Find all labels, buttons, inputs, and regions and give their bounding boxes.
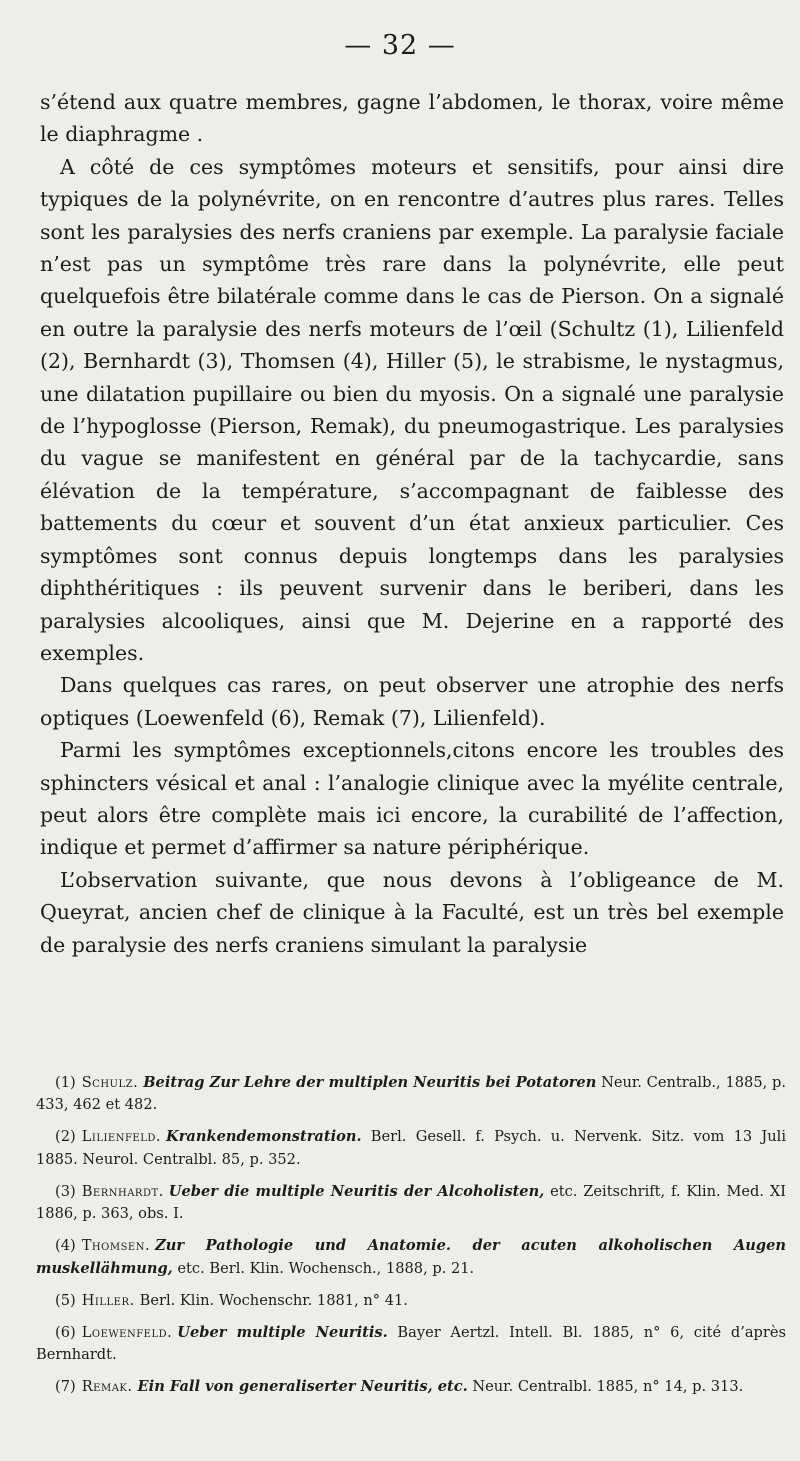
footnote-author: Thomsen. bbox=[81, 1237, 151, 1255]
footnote-number: (2) bbox=[55, 1128, 76, 1146]
footnote-number: (7) bbox=[55, 1378, 76, 1396]
footnote bbox=[36, 1126, 786, 1171]
footnote-reference: Neur. Centralb., 1885, p. 433, 462 et 482. bbox=[36, 1074, 786, 1114]
footnote-author: Hiller. bbox=[81, 1291, 135, 1309]
footnote-reference: Berl. Klin. Wochenschr. 1881, n° 41. bbox=[139, 1291, 408, 1309]
footnote-title: Zur Pathologie und Anatomie. der acuten alkoholischen Augen muskellähmung, bbox=[36, 1237, 786, 1277]
footnote-number: (1) bbox=[55, 1074, 76, 1091]
footnote bbox=[36, 1072, 786, 1117]
footnote-reference: Berl. Gesell. f. Psych. u. Nervenk. Sitz. vom 13 Juli 1885. Neurol. Centralbl. 85, p. 352. bbox=[36, 1128, 786, 1168]
footnote-author: Loewenfeld. bbox=[81, 1323, 173, 1341]
footnote-reference: etc. Berl. Klin. Wochensch., 1888, p. 21. bbox=[172, 1259, 475, 1277]
footnote-title: Ueber multiple Neuritis. bbox=[177, 1323, 388, 1341]
footnote bbox=[36, 1322, 786, 1367]
footnote-title: Ein Fall von generaliserter Neuritis, etc. bbox=[137, 1378, 468, 1396]
footnote-number: (4) bbox=[55, 1237, 76, 1255]
paragraph: s’étend aux quatre membres, gagne l’abdomen, le thorax, voire même le diaphragme . bbox=[40, 90, 784, 147]
main-text bbox=[40, 86, 784, 961]
footnote bbox=[36, 1235, 786, 1280]
footnotes bbox=[36, 1072, 786, 1408]
footnote-number: (5) bbox=[55, 1291, 76, 1309]
paragraph: A côté de ces symptômes moteurs et sensitifs, pour ainsi dire typiques de la polynévrite, on en rencontre d’autres plus rares. Telles sont les paralysies des nerfs craniens par exemple. La paralysie faciale n’est pas un symptôme très rare dans la polynévrite, elle peut quelquefois être bilatérale comme dans le cas de Pierson. On a signalé en outre la paralysie des nerfs moteurs de l’œil (Schultz (1), Lilienfeld (2), Bernhardt (3), Thomsen (4), Hiller (5), le strabisme, le nystagmus, une dilatation pupillaire ou bien du myosis. On a signalé une paralysie de l’hypoglosse (Pierson, Remak), du pneumogastrique. Les paralysies du vague se manifestent en général par de la tachycardie, sans élévation de la température, s’accompagnant de faiblesse des battements du cœur et souvent d’un état anxieux particulier. Ces symptômes sont connus depuis longtemps dans les paralysies diphthéritiques : ils peuvent survenir dans le beriberi, dans les paralysies alcooliques, ainsi que M. Dejerine en a rapporté des exemples. bbox=[40, 154, 784, 665]
footnote-author: Bernhardt. bbox=[81, 1182, 164, 1200]
footnote-reference: Neur. Centralbl. 1885, n° 14, p. 313. bbox=[467, 1378, 744, 1396]
footnote-author: Lilienfeld. bbox=[81, 1128, 162, 1146]
footnote-title: Krankendemonstration. bbox=[166, 1128, 362, 1146]
footnote bbox=[36, 1181, 786, 1226]
footnote-number: (3) bbox=[55, 1182, 76, 1200]
paragraph: L’observation suivante, que nous devons à l’obligeance de M. Queyrat, ancien chef de clinique à la Faculté, est un très bel exemple de paralysie des nerfs craniens simulant la paralysie bbox=[40, 867, 784, 957]
footnote-author: Schulz. bbox=[81, 1074, 139, 1091]
footnote-reference: Bayer Aertzl. Intell. Bl. 1885, n° 6, cité d’après Bernhardt. bbox=[36, 1323, 786, 1364]
footnote-number: (6) bbox=[55, 1323, 76, 1341]
page-number: — 32 — bbox=[344, 30, 456, 61]
footnote-title: Beitrag Zur Lehre der multiplen Neuritis bei Potatoren bbox=[143, 1074, 597, 1091]
footnote bbox=[36, 1290, 786, 1312]
footnote-title: Ueber die multiple Neuritis der Alcoholisten, bbox=[168, 1182, 545, 1200]
paragraph: Parmi les symptômes exceptionnels,citons encore les troubles des sphincters vésical et anal : l’analogie clinique avec la myélite centrale, peut alors être complète mais ici encore, la curabilité de l’affection, indique et permet d’affirmer sa nature périphérique. bbox=[40, 738, 784, 860]
footnote bbox=[36, 1376, 786, 1398]
paragraph: Dans quelques cas rares, on peut observer une atrophie des nerfs optiques (Loewenfeld (6), Remak (7), Lilienfeld). bbox=[40, 673, 784, 730]
footnote-author: Remak. bbox=[81, 1378, 133, 1396]
footnote-reference: etc. Zeitschrift, f. Klin. Med. XI 1886, p. 363, obs. I. bbox=[36, 1182, 786, 1223]
